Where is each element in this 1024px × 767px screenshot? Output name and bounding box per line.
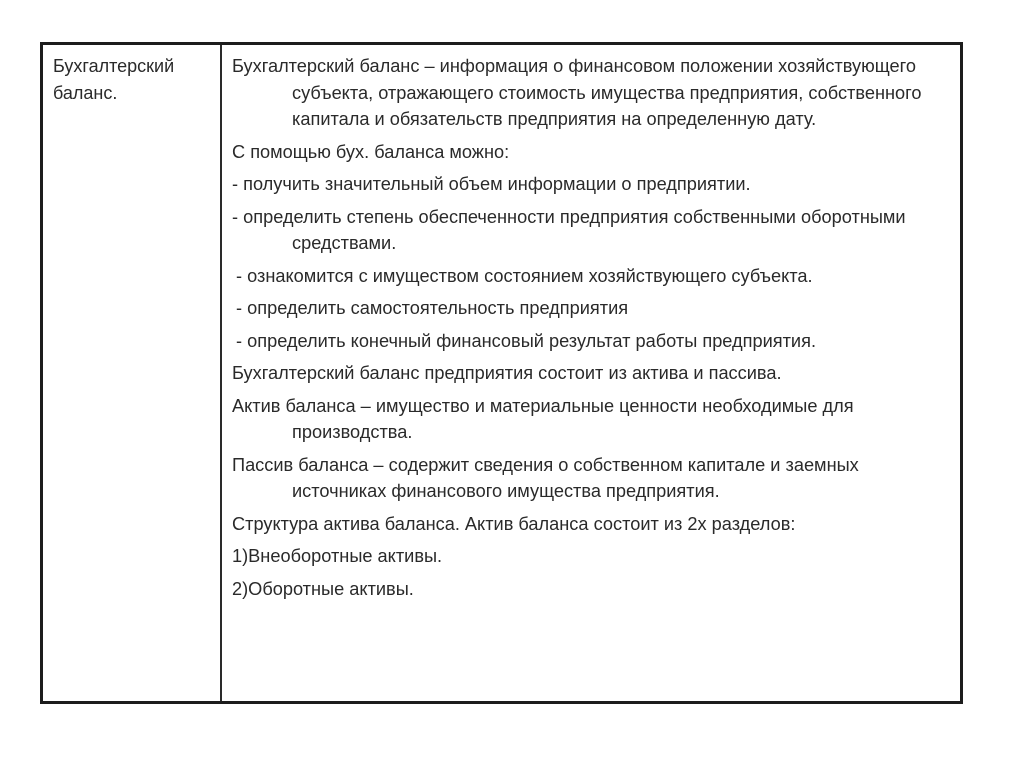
definition-paragraph: 2)Оборотные активы. — [232, 578, 414, 599]
definition-paragraph: 1)Внеоборотные активы. — [232, 546, 443, 566]
definition-paragraph: Структура актива баланса. Актив баланса состоит из 2х разделов: — [232, 513, 796, 534]
definition-paragraph: Пассив баланса – содержит сведения о собственном капитале и заемных источниках финансового имущества предприятия. — [232, 454, 859, 501]
definition-paragraph: - определить самостоятельность предприятия — [236, 298, 629, 318]
definition-paragraph: С помощью бух. баланса можно: — [232, 141, 510, 162]
definition-paragraph: - определить степень обеспеченности предприятия собственными оборотными средствами. — [232, 206, 906, 253]
definition-paragraph: - получить значительный объем информации о предприятии. — [232, 174, 751, 194]
definition-paragraph: Бухгалтерский баланс – информация о финансовом положении хозяйствующего субъекта, отражающего стоимость имущества предприятия, собственного капитала и обязательств предприятия на определенную дату. — [232, 56, 922, 129]
definition-paragraph: Бухгалтерский баланс предприятия состоит из актива и пассива. — [232, 363, 782, 383]
definition-paragraph: Актив баланса – имущество и материальные ценности необходимые для производства. — [232, 395, 854, 442]
definition-paragraph: - определить конечный финансовый результат работы предприятия. — [236, 330, 816, 351]
definition-table — [40, 42, 963, 704]
term-cell — [43, 45, 222, 701]
definition-paragraph: - ознакомится с имуществом состоянием хозяйствующего субъекта. — [236, 265, 813, 286]
definition-cell — [222, 45, 960, 701]
term-text: Бухгалтерский баланс. — [53, 56, 175, 103]
